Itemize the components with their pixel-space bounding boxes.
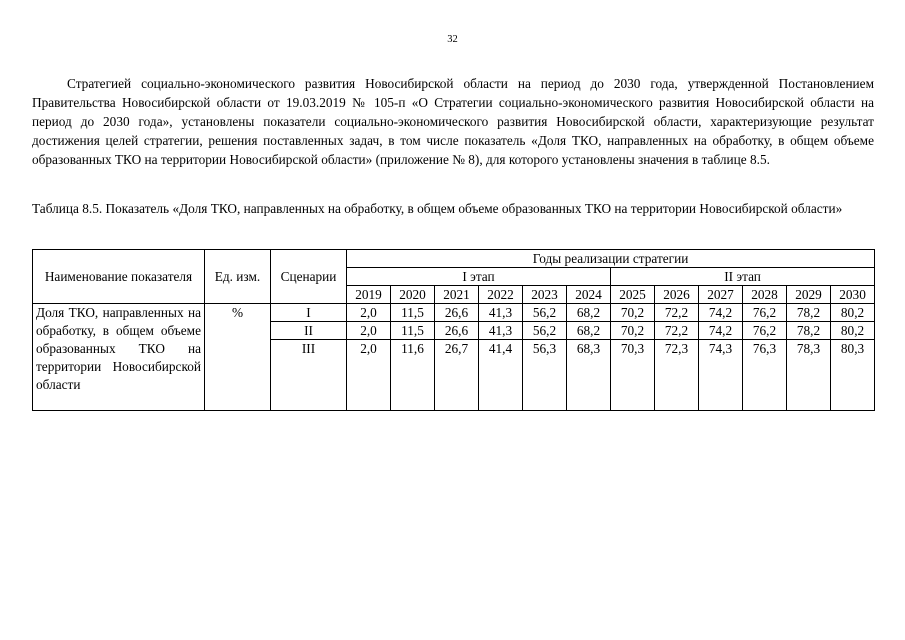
value-cell: 2,0 [347, 304, 391, 322]
value-cell: 41,3 [479, 304, 523, 322]
header-unit: Ед. изм. [205, 250, 271, 304]
header-scenarios: Сценарии [271, 250, 347, 304]
value-cell: 56,2 [523, 304, 567, 322]
value-cell: 80,3 [831, 340, 875, 411]
header-stage-2: II этап [611, 268, 875, 286]
value-cell: 76,3 [743, 340, 787, 411]
value-cell: 56,2 [523, 322, 567, 340]
value-cell: 11,5 [391, 322, 435, 340]
table-row [33, 304, 875, 322]
value-cell: 26,7 [435, 340, 479, 411]
header-year: 2025 [611, 286, 655, 304]
header-year: 2028 [743, 286, 787, 304]
value-cell: 11,5 [391, 304, 435, 322]
scenario-cell: III [271, 340, 347, 411]
value-cell: 72,2 [655, 304, 699, 322]
value-cell: 70,2 [611, 322, 655, 340]
page-number: 32 [447, 34, 458, 45]
header-indicator-name: Наименование показателя [33, 250, 205, 304]
header-year: 2027 [699, 286, 743, 304]
value-cell: 70,3 [611, 340, 655, 411]
value-cell: 56,3 [523, 340, 567, 411]
value-cell: 80,2 [831, 304, 875, 322]
scenario-cell: II [271, 322, 347, 340]
header-year: 2024 [567, 286, 611, 304]
header-year: 2029 [787, 286, 831, 304]
header-year: 2020 [391, 286, 435, 304]
value-cell: 41,4 [479, 340, 523, 411]
header-stage-1: I этап [347, 268, 611, 286]
value-cell: 41,3 [479, 322, 523, 340]
value-cell: 74,2 [699, 322, 743, 340]
body-paragraph: Стратегией социально-экономического развития Новосибирской области на период до 2030 года, утвержденной Постановлением Правительства Новосибирской области от 19.03.2019 № 105-п «О Стратегии социально-экономического развития Новосибирской области на период до 2030 года», установлены показатели социально-экономического развития Новосибирской области, характеризующие результат достижения целей стратегии, решения поставленных задач, в том числе показатель «Доля ТКО, направленных на обработку, в общем объеме образованных ТКО на территории Новосибирской области» (приложение № 8), для которого установлены значения в таблице 8.5. [32, 76, 874, 167]
value-cell: 70,2 [611, 304, 655, 322]
header-year: 2030 [831, 286, 875, 304]
value-cell: 76,2 [743, 304, 787, 322]
header-years-group: Годы реализации стратегии [347, 250, 875, 268]
unit-cell: % [205, 304, 271, 411]
header-year: 2022 [479, 286, 523, 304]
value-cell: 2,0 [347, 340, 391, 411]
header-year: 2026 [655, 286, 699, 304]
value-cell: 80,2 [831, 322, 875, 340]
value-cell: 68,2 [567, 304, 611, 322]
value-cell: 2,0 [347, 322, 391, 340]
value-cell: 11,6 [391, 340, 435, 411]
value-cell: 74,2 [699, 304, 743, 322]
indicator-table [32, 249, 875, 411]
value-cell: 74,3 [699, 340, 743, 411]
value-cell: 26,6 [435, 304, 479, 322]
value-cell: 72,2 [655, 322, 699, 340]
value-cell: 26,6 [435, 322, 479, 340]
header-row-1 [33, 250, 875, 268]
header-year: 2023 [523, 286, 567, 304]
value-cell: 78,2 [787, 322, 831, 340]
value-cell: 78,2 [787, 304, 831, 322]
value-cell: 76,2 [743, 322, 787, 340]
value-cell: 72,3 [655, 340, 699, 411]
indicator-name-cell: Доля ТКО, направленных на обработку, в общем объеме образованных ТКО на территории Новосибирской области [33, 304, 205, 411]
table-caption: Таблица 8.5. Показатель «Доля ТКО, направленных на обработку, в общем объеме образованных ТКО на территории Новосибирской области» [32, 201, 843, 216]
value-cell: 68,3 [567, 340, 611, 411]
header-year: 2019 [347, 286, 391, 304]
value-cell: 68,2 [567, 322, 611, 340]
value-cell: 78,3 [787, 340, 831, 411]
scenario-cell: I [271, 304, 347, 322]
header-year: 2021 [435, 286, 479, 304]
